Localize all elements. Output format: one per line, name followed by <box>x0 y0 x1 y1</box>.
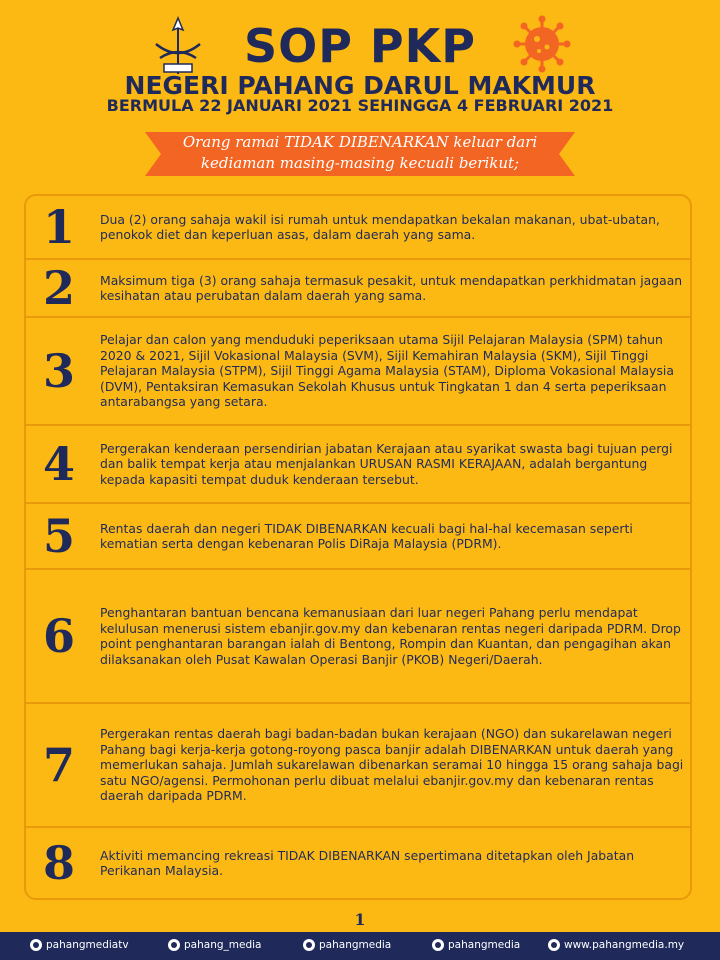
list-item <box>26 828 690 898</box>
tiktok-icon <box>30 939 42 951</box>
item-number: 5 <box>42 509 75 563</box>
social-label: pahangmediatv <box>46 939 129 951</box>
social-label: pahangmedia <box>319 939 392 951</box>
header <box>0 0 720 190</box>
item-number: 6 <box>42 609 75 663</box>
sop-list <box>24 194 692 900</box>
instagram-icon <box>432 939 444 951</box>
footer-bar <box>0 932 720 960</box>
list-item <box>26 260 690 316</box>
item-text: Dua (2) orang sahaja wakil isi rumah untuk mendapatkan bekalan makanan, ubat-ubatan, penokok diet dan keperluan asas, dalam daerah yang sama. <box>100 211 660 242</box>
facebook-icon <box>303 939 315 951</box>
item-text: Maksimum tiga (3) orang sahaja termasuk pesakit, untuk mendapatkan perkhidmatan jagaan kesihatan atau perubatan dalam daerah yang sama. <box>100 272 683 303</box>
item-number: 4 <box>42 437 75 491</box>
page-title: SOP PKP <box>243 19 477 73</box>
list-item <box>26 570 690 702</box>
social-label: pahang_media <box>184 939 262 951</box>
list-item <box>26 196 690 258</box>
social-facebook[interactable] <box>303 939 391 951</box>
page-number: 1 <box>354 910 366 929</box>
list-item <box>26 426 690 502</box>
item-text: Rentas daerah dan negeri TIDAK DIBENARKAN kecuali bagi hal-hal kecemasan seperti kematian serta dengan kebenaran Polis DiRaja Malaysia (PDRM). <box>100 520 633 551</box>
social-label: www.pahangmedia.my <box>564 939 685 951</box>
item-text: Penghantaran bantuan bencana kemanusiaan dari luar negeri Pahang perlu mendapat kelulusan menerusi sistem ebanjir.gov.my dan kebenaran rentas negeri daripada PDRM. Drop point penghantaran barangan ialah di Bentong, Rompin dan Kuantan, dan pengagihan akan dilaksanakan oleh Pusat Kawalan Operasi Banjir (PKOB) Negeri/Daerah. <box>100 605 681 667</box>
notice-line-1: Orang ramai TIDAK DIBENARKAN keluar dari <box>182 133 538 151</box>
list-item <box>26 318 690 424</box>
social-website[interactable] <box>548 939 684 951</box>
item-number: 2 <box>42 261 75 315</box>
item-number: 1 <box>42 200 75 254</box>
item-text: Pergerakan kenderaan persendirian jabatan Kerajaan atau syarikat swasta bagi tujuan pergi dan balik tempat kerja atau menjalankan URUSAN RASMI KERAJAAN, adalah bergantung kepada kapasiti tempat duduk kenderaan tersebut. <box>100 440 673 487</box>
twitter-icon <box>168 939 180 951</box>
notice-banner <box>145 130 575 178</box>
notice-line-2: kediaman masing-masing kecuali berikut; <box>200 154 520 172</box>
item-number: 3 <box>42 344 75 398</box>
social-instagram[interactable] <box>432 939 520 951</box>
notice-banner-text <box>175 132 545 174</box>
item-text: Aktiviti memancing rekreasi TIDAK DIBENARKAN sepertimana ditetapkan oleh Jabatan Perikanan Malaysia. <box>100 847 635 878</box>
list-item <box>26 704 690 826</box>
social-label: pahangmedia <box>448 939 521 951</box>
item-number: 8 <box>42 836 75 890</box>
item-text: Pelajar dan calon yang menduduki peperiksaan utama Sijil Pelajaran Malaysia (SPM) tahun 2020 & 2021, Sijil Vokasional Malaysia (SVM), Sijil Kemahiran Malaysia (SKM), Sijil Tinggi Pelajaran Malaysia (STPM), Sijil Tinggi Agama Malaysia (STAM), Diploma Vokasional Malaysia (DVM), Pentaksiran Kemasukan Sekolah Khusus untuk Tingkatan 1 dan 4 serta peperiksaan antarabangsa yang setara. <box>100 332 674 410</box>
item-number: 7 <box>42 738 75 792</box>
item-text: Pergerakan rentas daerah bagi badan-badan bukan kerajaan (NGO) dan sukarelawan negeri Pahang bagi kerja-kerja gotong-royong pasca banjir adalah DIBENARKAN untuk daerah yang memerlukan sahaja. Jumlah sukarelawan dibenarkan seramai 10 hingga 15 orang sahaja bagi satu NGO/agensi. Permohonan perlu dibuat melalui ebanjir.gov.my dan kebenaran rentas daerah daripada PDRM. <box>100 726 684 804</box>
list-item <box>26 504 690 568</box>
globe-icon <box>548 939 560 951</box>
social-twitter[interactable] <box>168 939 261 951</box>
state-subtitle: NEGERI PAHANG DARUL MAKMUR <box>124 71 596 100</box>
date-range: BERMULA 22 JANUARI 2021 SEHINGGA 4 FEBRUARI 2021 <box>106 96 614 115</box>
social-tiktok[interactable] <box>30 939 129 951</box>
